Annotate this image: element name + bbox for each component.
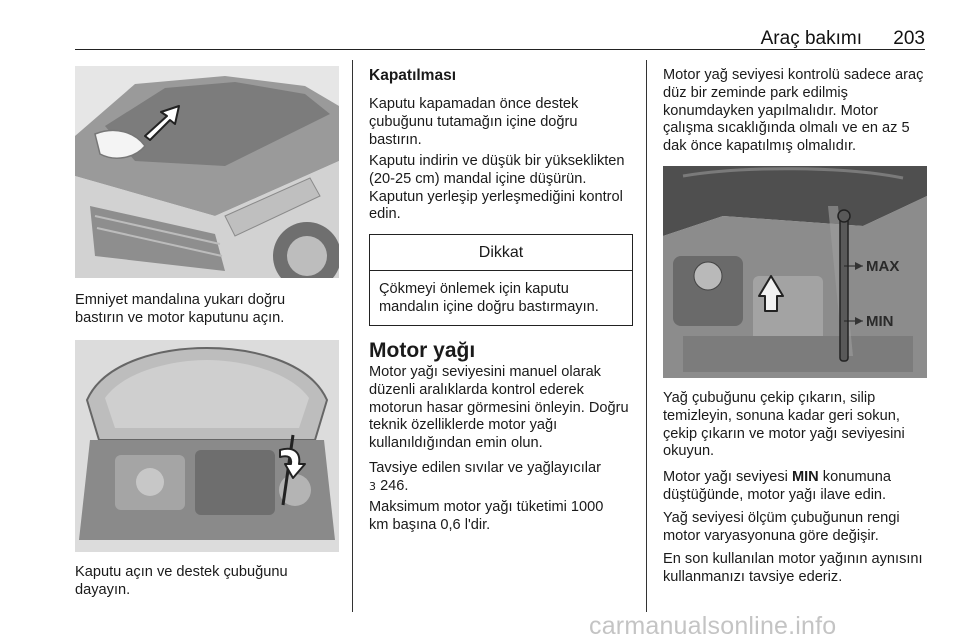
hood-prop-rod-illustration	[75, 340, 339, 552]
paragraph-level-check-conditions: Motor yağ seviyesi kontrolü sadece araç düz bir zeminde park edilmiş konumdayken yapılmalıdır. Motor çalışma sıcaklığında olmalı ve en az 5 dak önce kapatılmış olmalıdır.	[663, 67, 924, 155]
page-reference-number: 246.	[380, 477, 409, 494]
caption-open-latch: Emniyet mandalına yukarı doğru bastırın ve motor kaputunu açın.	[75, 292, 286, 326]
paragraph-closing-2: Kaputu indirin ve düşük bir yükseklikten (20-25 cm) mandal içine düşürün. Kaputun yerleşip yerleşmediğini kontrol edin.	[369, 153, 625, 223]
paragraph-same-oil: En son kullanılan motor yağının aynısını kullanmanızı tavsiye ederiz.	[663, 551, 923, 585]
notice-title: Dikkat	[370, 235, 632, 271]
dipstick-max-label: MAX	[866, 258, 900, 275]
notice-box	[369, 234, 633, 326]
paragraph-recommended-fluids	[369, 460, 639, 496]
paragraph-dipstick-procedure: Yağ çubuğunu çekip çıkarın, silip temizleyin, sonuna kadar geri sokun, çekip çıkarın ve motor yağı seviyesini okuyun.	[663, 390, 905, 460]
paragraph-engine-oil-1: Motor yağı seviyesini manuel olarak düzenli aralıklarda kontrol ederek motorun hasar görmesini önleyin. Doğru teknik özelliklerde motor yağı kullanıldığından emin olun.	[369, 364, 629, 452]
subheading-closing: Kapatılması	[369, 67, 457, 84]
section-heading-engine-oil: Motor yağı	[369, 339, 476, 362]
page-reference-link[interactable]	[369, 478, 408, 494]
page-number: 203	[893, 28, 925, 49]
column-divider-left	[352, 60, 353, 612]
watermark: carmanualsonline.info	[589, 612, 837, 640]
page-reference-icon: 3	[369, 479, 376, 493]
min-level-text-before: Motor yağı seviyesi	[663, 469, 788, 485]
notice-text: Çökmeyi önlemek için kaputu mandalın içine doğru bastırmayın.	[379, 281, 599, 315]
min-level-text-after: konumuna düştüğünde, motor yağı ilave edin.	[663, 469, 891, 503]
paragraph-min-level	[663, 469, 925, 505]
paragraph-dipstick-color: Yağ seviyesi ölçüm çubuğunun rengi motor varyasyonuna göre değişir.	[663, 510, 900, 544]
paragraph-closing-1: Kaputu kapamadan önce destek çubuğunu tutamağın içine doğru bastırın.	[369, 96, 579, 148]
min-level-keyword: MIN	[791, 469, 819, 485]
page-header-title: Araç bakımı	[760, 28, 862, 49]
caption-prop-rod: Kaputu açın ve destek çubuğunu dayayın.	[75, 564, 288, 598]
header-rule	[75, 49, 925, 50]
column-divider-right	[646, 60, 647, 612]
recommended-fluids-text: Tavsiye edilen sıvılar ve yağlayıcılar	[369, 460, 601, 476]
hood-latch-illustration	[75, 66, 339, 278]
dipstick-min-label: MIN	[866, 313, 894, 330]
paragraph-oil-consumption: Maksimum motor yağı tüketimi 1000 km başına 0,6 l'dir.	[369, 499, 604, 533]
